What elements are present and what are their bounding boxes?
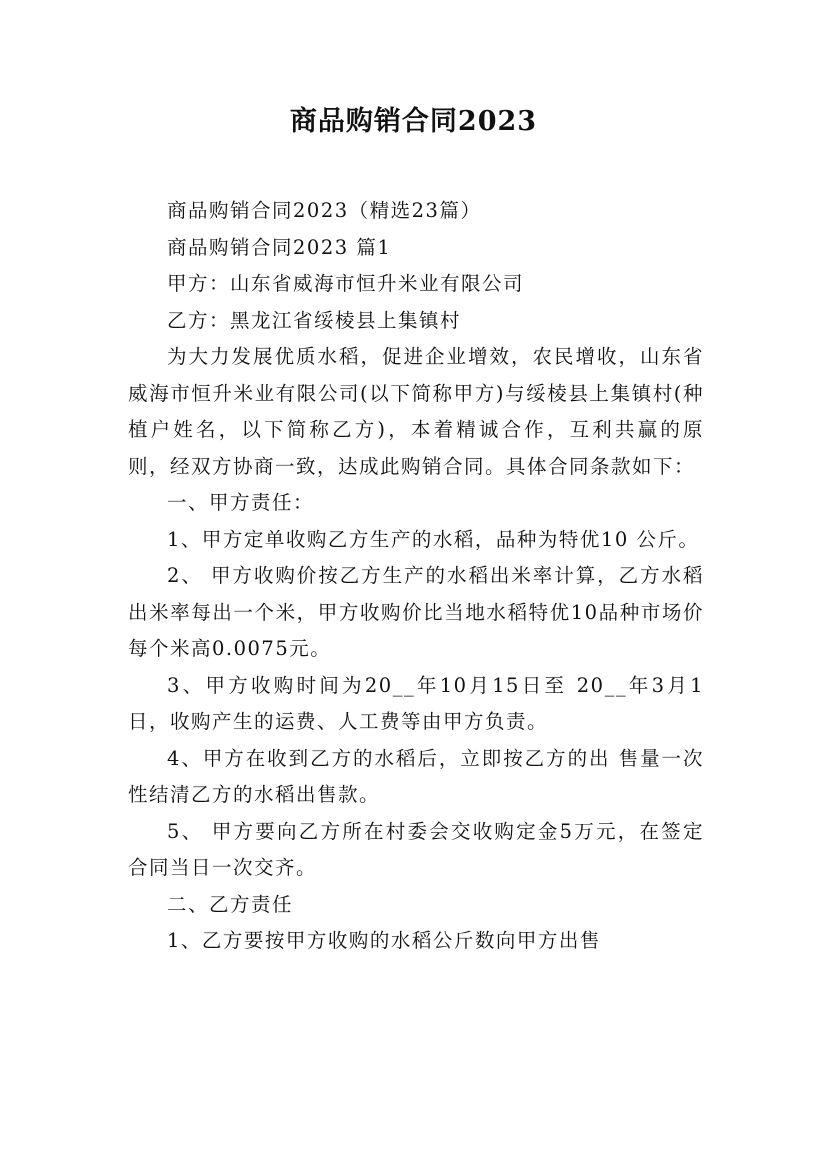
document-body xyxy=(128,193,704,960)
paragraph-article-heading: 商品购销合同2023 篇1 xyxy=(167,235,392,259)
clause-a-5: 5、 甲方要向乙方所在村委会交收购定金5万元，在签定合同当日一次交齐。 xyxy=(128,819,704,879)
clause-a-1: 1、甲方定单收购乙方生产的水稻，品种为特优10 公斤。 xyxy=(167,527,700,551)
paragraph-party-b: 乙方：黑龙江省绥棱县上集镇村 xyxy=(167,308,462,332)
document-title: 商品购销合同2023 xyxy=(289,106,538,137)
section-heading-party-a-duties: 一、甲方责任： xyxy=(167,491,315,514)
paragraph-party-a: 甲方：山东省威海市恒升米业有限公司 xyxy=(167,272,525,295)
paragraph-preamble: 为大力发展优质水稻，促进企业增效，农民增收，山东省威海市恒升米业有限公司(以下简称甲方)与绥棱县上集镇村(种植户姓名，以下简称乙方)，本着精诚合作，互利共赢的原则，经双方协商一致，达成此购销合同。具体合同条款如下： xyxy=(128,345,704,478)
clause-a-4: 4、甲方在收到乙方的水稻后，立即按乙方的出 售量一次性结清乙方的水稻出售款。 xyxy=(128,746,704,806)
clause-b-1: 1、乙方要按甲方收购的水稻公斤数向甲方出售 xyxy=(167,929,601,952)
paragraph-subtitle: 商品购销合同2023（精选23篇） xyxy=(167,199,482,222)
clause-a-3: 3、甲方收购时间为20__年10月15日至 20__年3月1日，收购产生的运费、人工费等由甲方负责。 xyxy=(128,673,704,733)
section-heading-party-b-duties: 二、乙方责任 xyxy=(167,892,294,916)
clause-a-2: 2、 甲方收购价按乙方生产的水稻出米率计算，乙方水稻出米率每出一个米，甲方收购价比当地水稻特优10品种市场价每个米高0.0075元。 xyxy=(128,564,704,660)
